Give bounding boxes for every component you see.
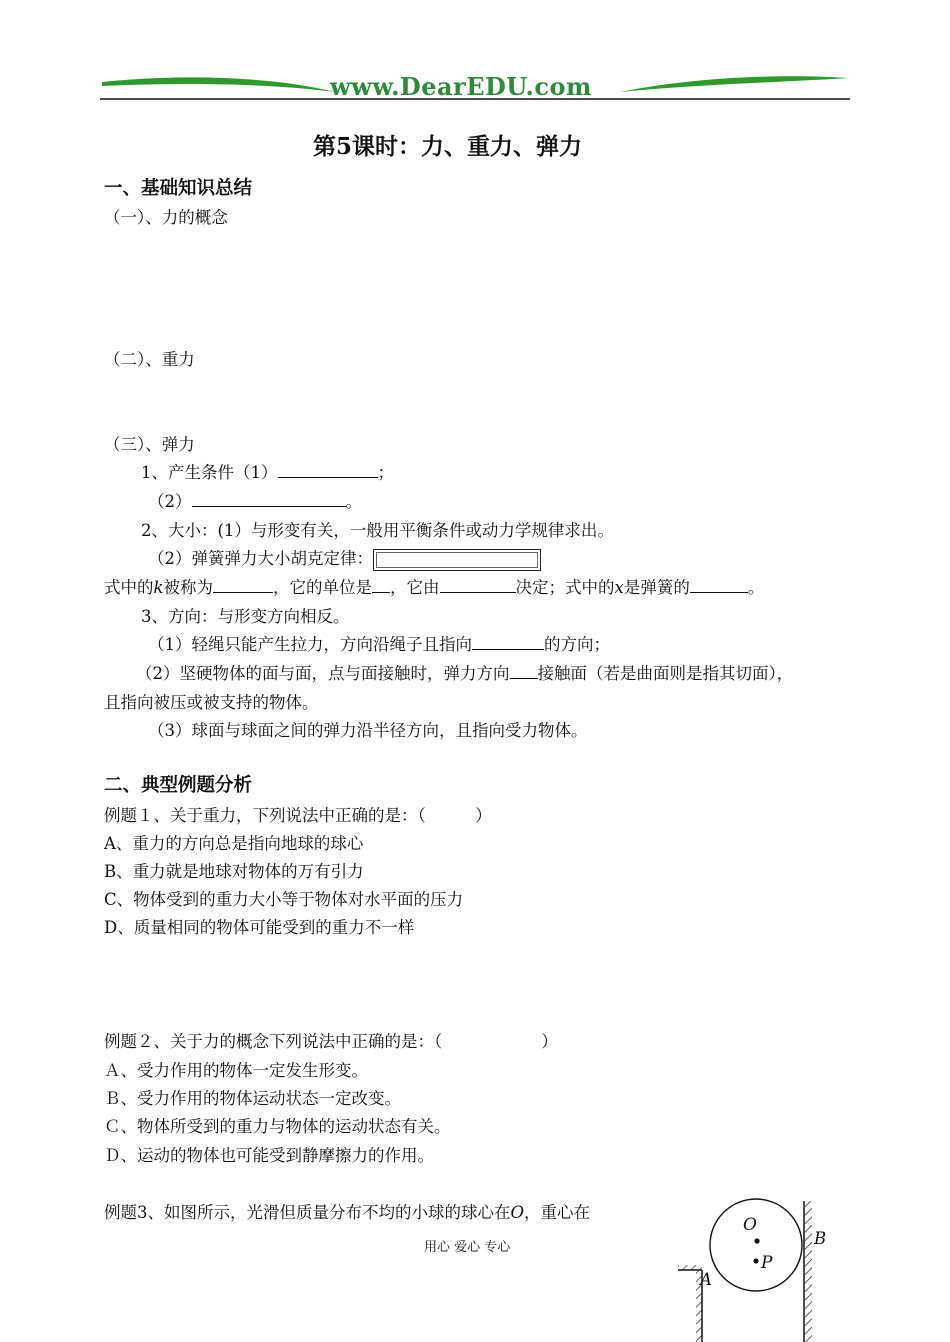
- rigid-contact-line-cont: 且指向被压或被支持的物体。: [104, 693, 319, 712]
- sphere-line: （3）球面与球面之间的弹力沿半径方向，且指向受力物体。: [148, 721, 588, 740]
- blank-k-name: [213, 578, 273, 593]
- hooke-law-text: （2）弹簧弹力大小胡克定律：: [148, 549, 373, 568]
- section2-heading: 二、典型例题分析: [104, 775, 253, 796]
- rope-line: [148, 631, 610, 655]
- q2-option-b: Ｂ、受力作用的物体运动状态一定改变。: [104, 1089, 401, 1108]
- label-o: O: [743, 1215, 757, 1235]
- condition-1-end: ；: [377, 463, 394, 482]
- blank-determined-by: [440, 578, 516, 593]
- point-p: [753, 1258, 758, 1263]
- question-3: [104, 1199, 590, 1223]
- text-segment: 。: [747, 578, 765, 597]
- blank-contact-direction: [510, 664, 538, 679]
- label-a: A: [700, 1270, 712, 1289]
- spring-constant-line: [104, 574, 764, 598]
- subheading-elastic-force: （三）、弹力: [104, 435, 195, 454]
- blank-unit: [372, 578, 390, 593]
- formula-box: [373, 549, 541, 571]
- blank-x-meaning: [690, 578, 748, 593]
- site-watermark: www.DearEDU.com: [330, 72, 592, 101]
- text-segment: （2）坚硬物体的面与面，点与面接触时，弹力方向: [136, 664, 510, 683]
- q1-option-c: C、物体受到的重力大小等于物体对水平面的压力: [104, 890, 464, 909]
- text-segment: 决定；式中的: [515, 578, 615, 597]
- sphere-figure: [672, 1195, 830, 1342]
- blank-rope-direction: [472, 635, 544, 650]
- q2-option-a: Ａ、受力作用的物体一定发生形变。: [104, 1061, 368, 1080]
- text-segment: 的方向；: [544, 635, 610, 654]
- text-segment: 例题3、如图所示，光滑但质量分布不均的小球的球心在: [104, 1203, 511, 1222]
- label-p: P: [761, 1253, 773, 1273]
- q1-option-a: A、重力的方向总是指向地球的球心: [104, 834, 364, 853]
- section1-heading: 一、基础知识总结: [104, 178, 253, 199]
- q2-option-d: Ｄ、运动的物体也可能受到静摩擦力的作用。: [104, 1146, 434, 1165]
- text-segment: 接触面（若是曲面则是指其切面），: [537, 664, 794, 683]
- rigid-contact-line: [136, 660, 793, 684]
- condition-1-text: 1、产生条件（1）: [141, 463, 278, 482]
- label-b: B: [814, 1229, 827, 1248]
- variable-o: O: [510, 1203, 525, 1222]
- q1-option-d: D、质量相同的物体可能受到的重力不一样: [104, 918, 415, 937]
- condition-1-blank: [278, 463, 378, 478]
- text-segment: （1）轻绳只能产生拉力，方向沿绳子且指向: [148, 635, 472, 654]
- text-segment: 是弹簧的: [623, 578, 690, 597]
- header-banner: [100, 70, 850, 106]
- variable-k: k: [153, 578, 164, 597]
- condition-line-1: [141, 459, 394, 483]
- q2-option-c: Ｃ、物体所受到的重力与物体的运动状态有关。: [104, 1117, 451, 1136]
- question-1: 例题１、关于重力，下列说法中正确的是：（ ）: [104, 806, 492, 825]
- condition-2-end: 。: [345, 492, 362, 511]
- ball-outline: [710, 1199, 802, 1291]
- condition-line-2: [148, 488, 362, 512]
- text-segment: ，它由: [390, 578, 440, 597]
- page-title: 第5课时：力、重力、弹力: [313, 133, 583, 160]
- variable-x: x: [614, 578, 624, 597]
- page-footer: 用心 爱心 专心: [424, 1240, 511, 1255]
- condition-2-blank: [192, 492, 346, 507]
- subheading-force-concept: （一）、力的概念: [104, 208, 228, 227]
- q1-option-b: B、重力就是地球对物体的万有引力: [104, 862, 364, 881]
- point-o: [754, 1238, 759, 1243]
- text-segment: 式中的: [104, 578, 154, 597]
- magnitude-line: 2、大小：(1）与形变有关，一般用平衡条件或动力学规律求出。: [141, 521, 614, 540]
- hooke-law-line: [148, 545, 541, 571]
- subheading-gravity: （二）、重力: [104, 350, 195, 369]
- text-segment: ，重心在: [524, 1203, 591, 1222]
- condition-2-text: （2）: [148, 492, 192, 511]
- question-2: 例题２、关于力的概念下列说法中正确的是：（ ）: [104, 1032, 558, 1051]
- direction-line: 3、方向：与形变方向相反。: [141, 607, 350, 626]
- text-segment: ，它的单位是: [273, 578, 372, 597]
- text-segment: 被称为: [163, 578, 213, 597]
